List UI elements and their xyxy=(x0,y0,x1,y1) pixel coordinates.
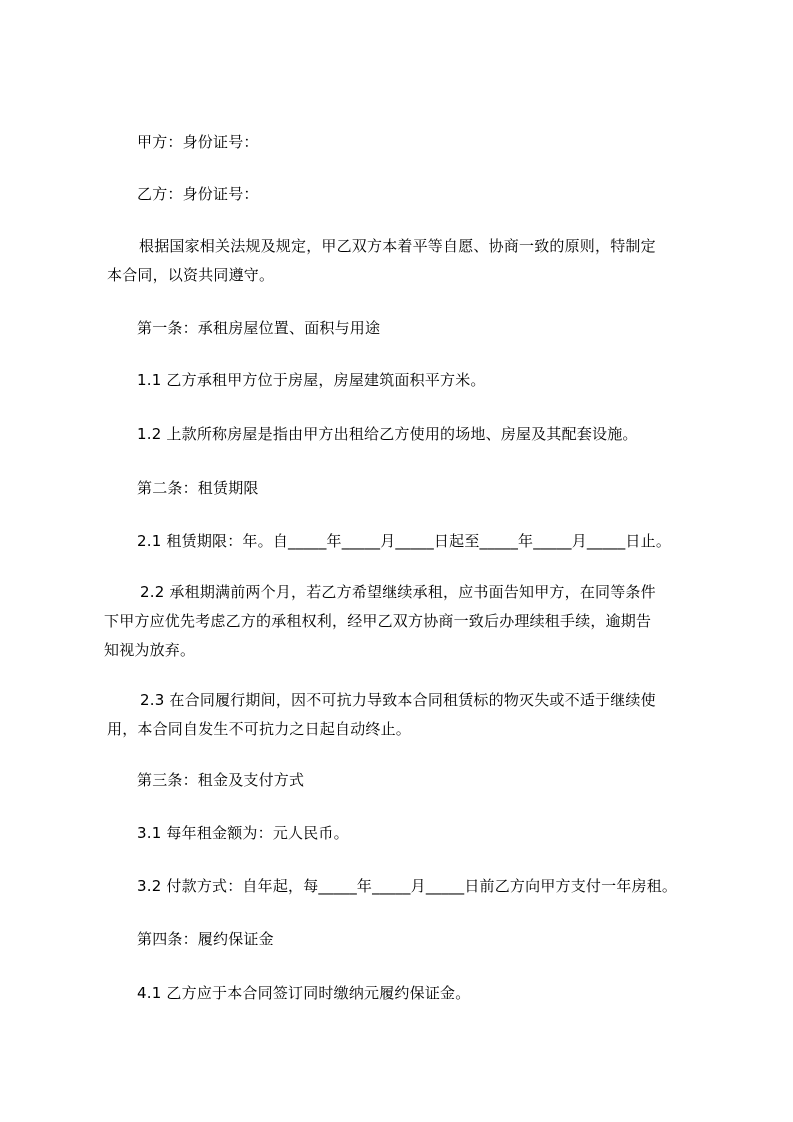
clause-1-1: 1.1 乙方承租甲方位于房屋，房屋建筑面积平方米。 xyxy=(137,371,486,389)
article-3-title: 第三条：租金及支付方式 xyxy=(137,771,305,789)
clause-3-2: 3.2 付款方式：自年起，每_____年_____月_____日前乙方向甲方支付一年房租。 xyxy=(137,877,678,895)
article-1-title: 第一条：承租房屋位置、面积与用途 xyxy=(137,319,381,337)
clause-2-3: 2.3 在合同履行期间，因不可抗力导致本合同租赁标的物灭失或不适于继续使用，本合同自发生不可抗力之日起自动终止。 xyxy=(107,691,656,738)
clause-1-2: 1.2 上款所称房屋是指由甲方出租给乙方使用的场地、房屋及其配套设施。 xyxy=(137,425,638,443)
article-4-title: 第四条：履约保证金 xyxy=(137,930,274,948)
clause-3-1: 3.1 每年租金额为：元人民币。 xyxy=(137,824,349,842)
clause-2-1: 2.1 租赁期限：年。自_____年_____月_____日起至_____年_____月_____日止。 xyxy=(137,532,672,550)
article-2-title: 第二条：租赁期限 xyxy=(137,479,259,497)
party-b-line: 乙方：身份证号： xyxy=(137,185,259,203)
preamble-paragraph: 根据国家相关法规及规定，甲乙双方本着平等自愿、协商一致的原则，特制定本合同，以资共同遵守。 xyxy=(107,237,656,284)
clause-2-2: 2.2 承租期满前两个月，若乙方希望继续承租，应书面告知甲方，在同等条件下甲方应优先考虑乙方的承租权利，经甲乙双方协商一致后办理续租手续，逾期告知视为放弃。 xyxy=(104,583,656,659)
party-a-line: 甲方：身份证号： xyxy=(137,133,259,151)
clause-4-1: 4.1 乙方应于本合同签订同时缴纳元履约保证金。 xyxy=(137,984,471,1002)
